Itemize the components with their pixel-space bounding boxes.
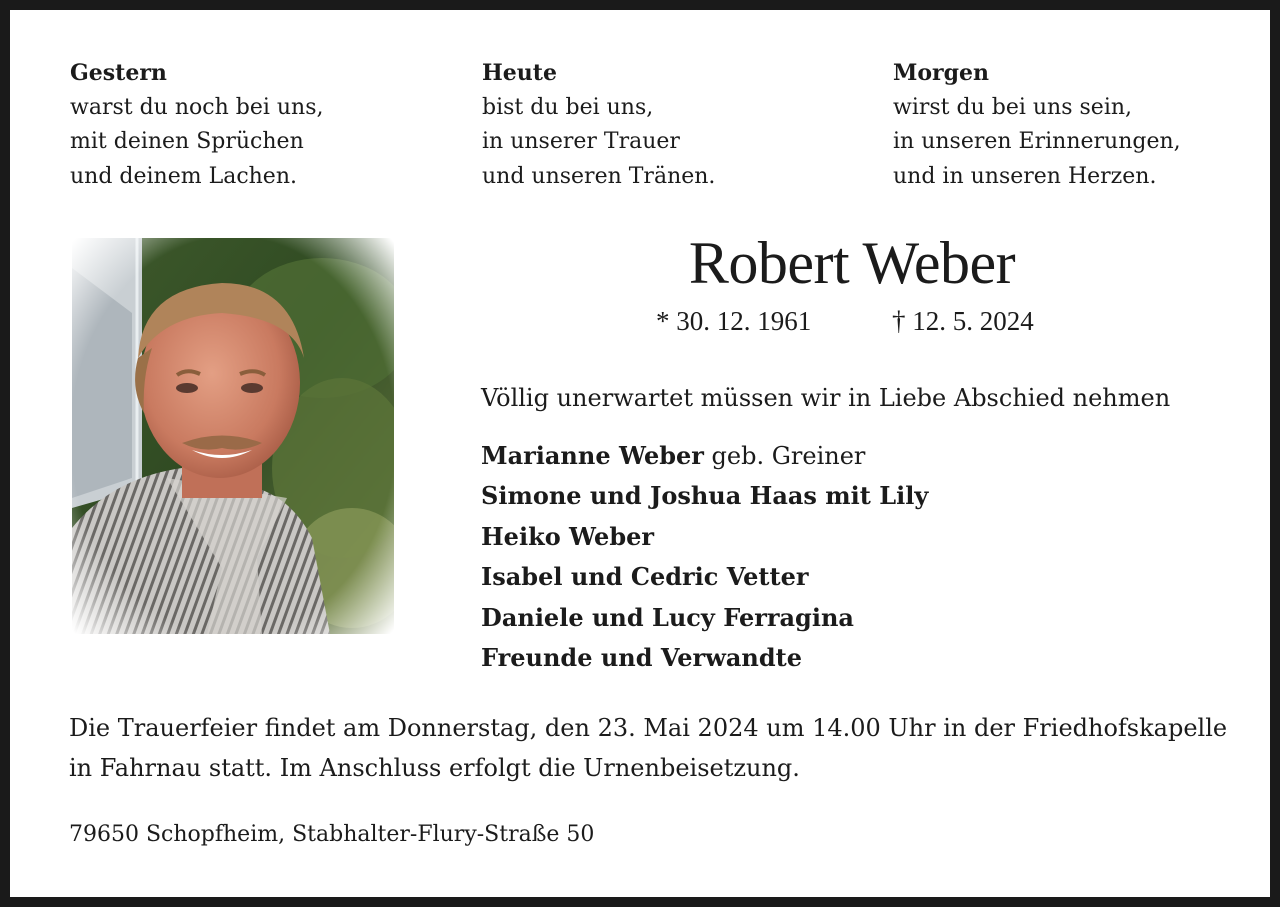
poem-heading: Heute bbox=[482, 60, 557, 86]
poem-line: in unserer Trauer bbox=[482, 129, 680, 154]
poem-line: in unseren Erinnerungen, bbox=[893, 129, 1181, 154]
poem-line: bist du bei uns, bbox=[482, 94, 654, 120]
birth-date: * 30. 12. 1961 bbox=[656, 306, 812, 336]
poem-line: und in unseren Herzen. bbox=[893, 163, 1157, 189]
mourner-entry: Simone und Joshua Haas mit Lily bbox=[481, 481, 929, 511]
poem-column-yesterday bbox=[70, 56, 450, 194]
death-date: † 12. 5. 2024 bbox=[892, 306, 1034, 336]
mourner-name: Marianne Weber bbox=[481, 441, 704, 470]
funeral-line: in Fahrnau statt. Im Anschluss erfolgt die Urnenbeisetzung. bbox=[69, 754, 800, 782]
mourner-entry: Isabel und Cedric Vetter bbox=[481, 562, 809, 592]
mourner-entry: Daniele und Lucy Ferragina bbox=[481, 602, 854, 632]
poem-line: und deinem Lachen. bbox=[70, 163, 297, 189]
portrait-illustration bbox=[72, 238, 394, 634]
mourner-entry bbox=[481, 436, 928, 476]
poem-line: wirst du bei uns sein, bbox=[893, 94, 1133, 120]
deceased-name: Robert Weber bbox=[688, 230, 1016, 296]
mourners-list bbox=[481, 436, 928, 678]
funeral-notice bbox=[69, 708, 1249, 788]
farewell-intro: Völlig unerwartet müssen wir in Liebe Abschied nehmen bbox=[481, 384, 1171, 412]
poem-heading: Morgen bbox=[893, 60, 989, 86]
portrait-photo bbox=[72, 238, 394, 634]
mourner-maiden-name: geb. Greiner bbox=[703, 442, 866, 470]
obituary-card bbox=[10, 10, 1270, 897]
poem-line: mit deinen Sprüchen bbox=[70, 129, 304, 154]
mourner-entry: Heiko Weber bbox=[481, 521, 655, 551]
poem-column-today bbox=[482, 56, 862, 194]
poem-line: warst du noch bei uns, bbox=[70, 94, 324, 120]
address: 79650 Schopfheim, Stabhalter-Flury-Straße 50 bbox=[69, 822, 595, 847]
funeral-line: Die Trauerfeier findet am Donnerstag, den 23. Mai 2024 um 14.00 Uhr in der Friedhofskapelle bbox=[69, 714, 1228, 742]
poem-column-tomorrow bbox=[893, 56, 1273, 194]
mourner-entry: Freunde und Verwandte bbox=[481, 643, 802, 673]
poem-line: und unseren Tränen. bbox=[482, 163, 716, 189]
poem-heading: Gestern bbox=[70, 60, 167, 86]
